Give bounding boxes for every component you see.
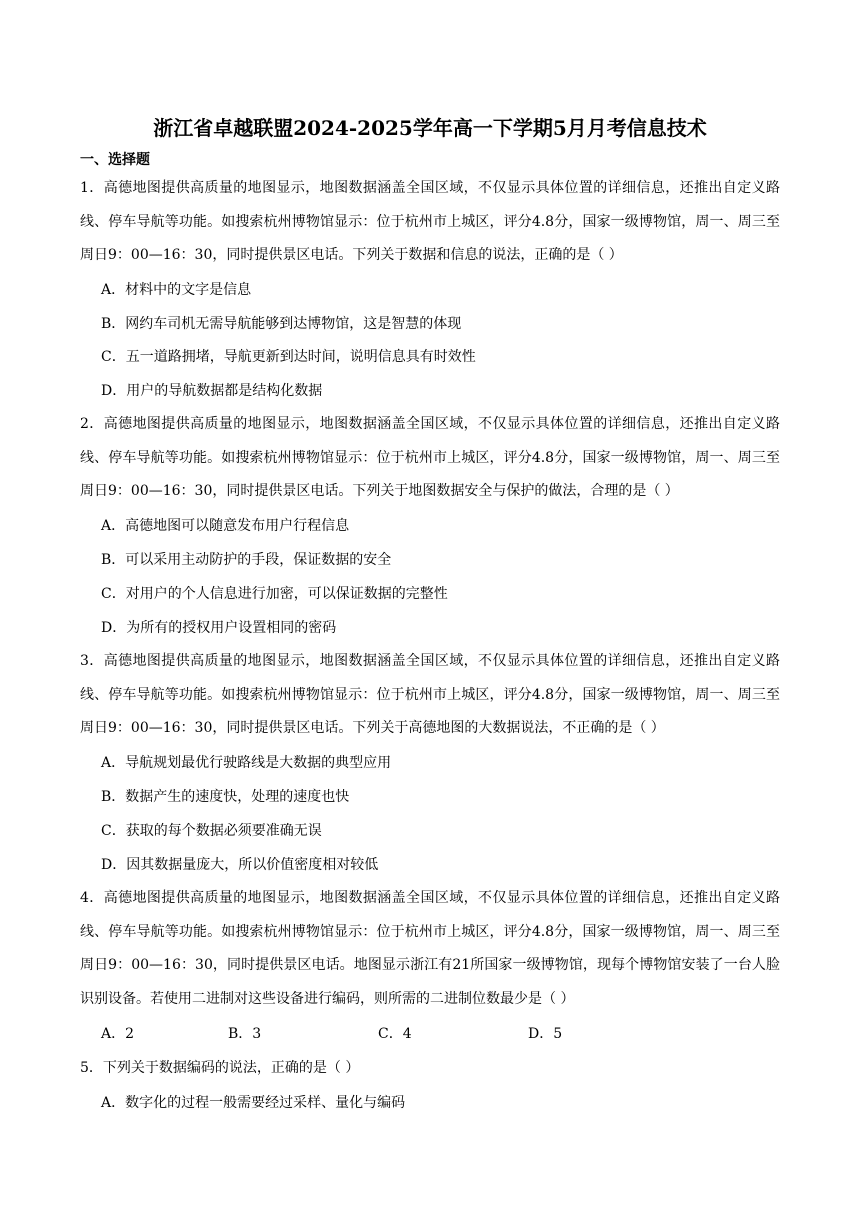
question-5-option-a: A．数字化的过程一般需要经过采样、量化与编码	[101, 1095, 406, 1111]
question-3-option-a: A．导航规划最优行驶路线是大数据的典型应用	[101, 755, 392, 771]
question-3-option-c: C．获取的每个数据必须要准确无误	[101, 823, 322, 839]
question-4-option-b: B．3	[228, 1026, 262, 1042]
question-3-option-d: D．因其数据量庞大，所以价值密度相对较低	[101, 857, 379, 873]
question-1-stem: 1．高德地图提供高质量的地图显示，地图数据涵盖全国区域，不仅显示具体位置的详细信息，还推出自定义路线、停车导航等功能。如搜索杭州博物馆显示：位于杭州市上城区，评分4.8分，国家一级博物馆，周一、周三至周日9：00—16：30，同时提供景区电话。下列关于数据和信息的说法，正确的是（ ）	[80, 180, 780, 263]
question-4-option-a: A．2	[101, 1026, 135, 1042]
question-2-option-d: D．为所有的授权用户设置相同的密码	[101, 620, 337, 636]
question-4-stem: 4．高德地图提供高质量的地图显示，地图数据涵盖全国区域，不仅显示具体位置的详细信息，还推出自定义路线、停车导航等功能。如搜索杭州博物馆显示：位于杭州市上城区，评分4.8分，国家一级博物馆，周一、周三至周日9：00—16：30，同时提供景区电话。地图显示浙江有21所国家一级博物馆，现每个博物馆安装了一台人脸识别设备。若使用二进制对这些设备进行编码，则所需的二进制位数最少是（ ）	[80, 890, 780, 1007]
question-4-option-c: C．4	[378, 1026, 412, 1042]
question-2-stem: 2．高德地图提供高质量的地图显示，地图数据涵盖全国区域，不仅显示具体位置的详细信息，还推出自定义路线、停车导航等功能。如搜索杭州博物馆显示：位于杭州市上城区，评分4.8分，国家一级博物馆，周一、周三至周日9：00—16：30，同时提供景区电话。下列关于地图数据安全与保护的做法，合理的是（ ）	[80, 416, 780, 499]
question-3-option-b: B．数据产生的速度快，处理的速度也快	[101, 789, 350, 805]
document-title: 浙江省卓越联盟2024-2025学年高一下学期5月月考信息技术	[153, 116, 707, 140]
question-1-option-c: C．五一道路拥堵，导航更新到达时间，说明信息具有时效性	[101, 349, 476, 365]
question-4-option-d: D．5	[528, 1026, 563, 1042]
section-header: 一、选择题	[80, 152, 150, 168]
question-2-option-a: A．高德地图可以随意发布用户行程信息	[101, 518, 350, 534]
question-2-option-c: C．对用户的个人信息进行加密，可以保证数据的完整性	[101, 586, 448, 602]
question-1-option-b: B．网约车司机无需导航能够到达博物馆，这是智慧的体现	[101, 316, 462, 332]
question-1-option-a: A．材料中的文字是信息	[101, 282, 252, 298]
question-2-option-b: B．可以采用主动防护的手段，保证数据的安全	[101, 552, 392, 568]
question-3-stem: 3．高德地图提供高质量的地图显示，地图数据涵盖全国区域，不仅显示具体位置的详细信息，还推出自定义路线、停车导航等功能。如搜索杭州博物馆显示：位于杭州市上城区，评分4.8分，国家一级博物馆，周一、周三至周日9：00—16：30，同时提供景区电话。下列关于高德地图的大数据说法，不正确的是（ ）	[80, 653, 780, 736]
question-5-stem: 5．下列关于数据编码的说法，正确的是（ ）	[80, 1060, 360, 1076]
question-1-option-d: D．用户的导航数据都是结构化数据	[101, 383, 323, 399]
